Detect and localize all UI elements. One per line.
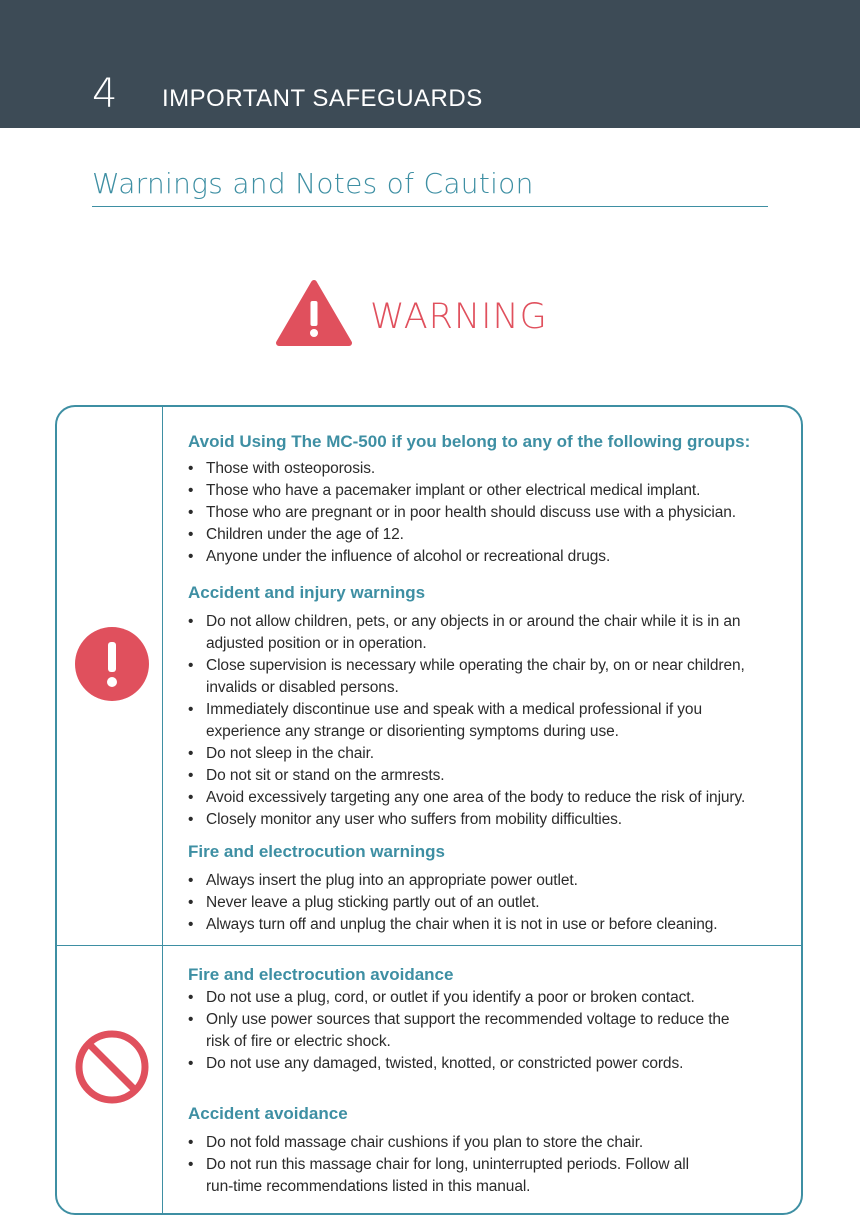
warning-label: WARNING	[370, 297, 548, 337]
bullet-icon: •	[188, 613, 194, 630]
list-item	[188, 1154, 788, 1198]
list-item	[188, 480, 788, 502]
list-item-text: Closely monitor any user who suffers from mobility difficulties.	[206, 811, 622, 828]
list-item-text: Close supervision is necessary while operating the chair by, on or near children,	[206, 657, 745, 674]
list-item-text: Do not use a plug, cord, or outlet if you identify a poor or broken contact.	[206, 989, 695, 1006]
page-header	[0, 0, 860, 128]
list-item	[188, 699, 788, 743]
list-item	[188, 524, 788, 546]
bullet-icon: •	[188, 1055, 194, 1072]
list-item-text: risk of fire or electric shock.	[206, 1033, 391, 1050]
bullet-icon: •	[188, 460, 194, 477]
section-title: IMPORTANT SAFEGUARDS	[162, 85, 483, 112]
group-avoid-using	[188, 430, 788, 568]
list-item-text: Always turn off and unplug the chair when it is not in use or before cleaning.	[206, 916, 718, 933]
bullet-icon: •	[188, 789, 194, 806]
bullet-icon: •	[188, 872, 194, 889]
list-item-text: Do not run this massage chair for long, uninterrupted periods. Follow all	[206, 1156, 689, 1173]
list-item	[188, 1053, 788, 1075]
list-item-text: Never leave a plug sticking partly out of an outlet.	[206, 894, 540, 911]
column-divider	[162, 407, 163, 1213]
list-item	[188, 892, 788, 914]
row-divider	[57, 945, 801, 946]
list-item-text: Only use power sources that support the recommended voltage to reduce the	[206, 1011, 730, 1028]
bullet-icon: •	[188, 482, 194, 499]
bullet-icon: •	[188, 894, 194, 911]
bullet-icon: •	[188, 916, 194, 933]
list-item	[188, 502, 788, 524]
bullet-list	[188, 870, 788, 936]
list-item	[188, 1009, 788, 1053]
list-item-text: Do not sit or stand on the armrests.	[206, 767, 445, 784]
list-item-text: Those who are pregnant or in poor health should discuss use with a physician.	[206, 504, 736, 521]
page-title: Warnings and Notes of Caution	[92, 167, 534, 200]
list-item	[188, 743, 788, 765]
list-item	[188, 987, 788, 1009]
group-heading: Avoid Using The MC-500 if you belong to any of the following groups:	[188, 432, 751, 451]
list-item	[188, 546, 788, 568]
list-item-text: Avoid excessively targeting any one area of the body to reduce the risk of injury.	[206, 789, 746, 806]
bullet-list	[188, 458, 788, 568]
list-item-text: Those who have a pacemaker implant or other electrical medical implant.	[206, 482, 701, 499]
group-heading: Fire and electrocution warnings	[188, 842, 445, 861]
list-item-text: Anyone under the influence of alcohol or recreational drugs.	[206, 548, 611, 565]
list-item	[188, 809, 788, 831]
bullet-list	[188, 611, 788, 831]
list-item-text: Immediately discontinue use and speak with a medical professional if you	[206, 701, 702, 718]
bullet-icon: •	[188, 548, 194, 565]
group-accident-avoidance	[188, 1102, 788, 1198]
bullet-list	[188, 1132, 788, 1198]
group-fire-electrocution-avoidance	[188, 963, 788, 1075]
prohibited-icon	[74, 1029, 150, 1105]
list-item-text: Do not use any damaged, twisted, knotted, or constricted power cords.	[206, 1055, 684, 1072]
group-accident-injury-warnings	[188, 581, 788, 831]
bullet-icon: •	[188, 526, 194, 543]
bullet-icon: •	[188, 767, 194, 784]
group-fire-electrocution-warnings	[188, 840, 788, 936]
list-item-text: Do not allow children, pets, or any objects in or around the chair while it is in an	[206, 613, 741, 630]
bullet-icon: •	[188, 1011, 194, 1028]
group-heading: Accident avoidance	[188, 1104, 348, 1123]
list-item-text: run-time recommendations listed in this manual.	[206, 1178, 531, 1195]
list-item	[188, 870, 788, 892]
group-heading: Fire and electrocution avoidance	[188, 965, 454, 984]
safeguards-table	[55, 405, 803, 1215]
list-item-text: invalids or disabled persons.	[206, 679, 399, 696]
bullet-icon: •	[188, 745, 194, 762]
bullet-icon: •	[188, 989, 194, 1006]
exclamation-circle-icon	[75, 627, 149, 701]
list-item	[188, 1132, 788, 1154]
bullet-icon: •	[188, 504, 194, 521]
warning-triangle-icon	[276, 279, 352, 347]
title-divider	[92, 206, 768, 207]
list-item-text: adjusted position or in operation.	[206, 635, 427, 652]
list-item-text: Do not sleep in the chair.	[206, 745, 375, 762]
list-item-text: Always insert the plug into an appropriate power outlet.	[206, 872, 578, 889]
page-number: 4	[92, 71, 118, 117]
bullet-icon: •	[188, 701, 194, 718]
list-item	[188, 458, 788, 480]
list-item	[188, 655, 788, 699]
list-item-text: experience any strange or disorienting symptoms during use.	[206, 723, 619, 740]
list-item-text: Do not fold massage chair cushions if you plan to store the chair.	[206, 1134, 644, 1151]
list-item	[188, 787, 788, 809]
bullet-icon: •	[188, 657, 194, 674]
list-item-text: Children under the age of 12.	[206, 526, 404, 543]
list-item	[188, 765, 788, 787]
bullet-icon: •	[188, 811, 194, 828]
bullet-icon: •	[188, 1156, 194, 1173]
list-item	[188, 914, 788, 936]
bullet-icon: •	[188, 1134, 194, 1151]
bullet-list	[188, 987, 788, 1075]
group-heading: Accident and injury warnings	[188, 583, 426, 602]
list-item-text: Those with osteoporosis.	[206, 460, 376, 477]
list-item	[188, 611, 788, 655]
